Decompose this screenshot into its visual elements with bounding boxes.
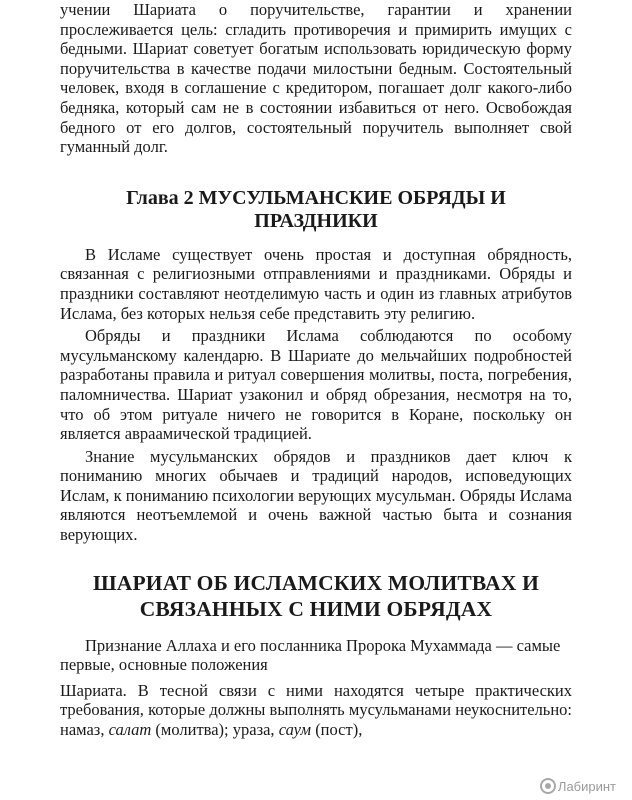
section-paragraph-2 [60,681,572,740]
book-page [60,0,572,740]
section-paragraph-2-text-b: (молитва); ураза, [151,720,279,740]
section-paragraph-1: Признание Аллаха и его посланника Пророка Мухаммада — самые первые, основные положения [60,635,561,675]
section-title-line1: ШАРИАТ ОБ ИСЛАМСКИХ МОЛИТВАХ И [92,570,540,595]
watermark [540,778,616,794]
term-saum: саум [278,720,312,740]
labirint-logo-icon [540,778,556,794]
watermark-text: Лабиринт [557,778,616,794]
chapter-paragraph-2: Обряды и праздники Ислама соблюдаются по особому мусульманскому календарю. В Шариате до мельчайших подробностей разработаны правила и ритуал совершения молитвы, поста, погребения, паломничества. Шариат узаконил и обряд обрезания, несмотря на то, что об этом ритуале ничего не говорится в Коране, поскольку он является авраамической традицией. [60,326,572,444]
chapter-title [60,187,572,233]
term-salat: салат [108,720,152,740]
section-title-line2: СВЯЗАННЫХ С НИМИ ОБРЯДАХ [139,596,493,621]
chapter-paragraph-3: Знание мусульманских обрядов и праздников дает ключ к пониманию многих обычаев и традиций народов, исповедующих Ислам, к пониманию психологии верующих мусульман. Обряды Ислама являются неотъемлемой и очень важной частью быта и сознания верующих. [60,446,572,545]
intro-paragraph: учении Шариата о поручительстве, гарантии и хранении прослеживается цель: сгладить противоречия и примирить имущих с бедными. Шариат советует богатым использовать юридическую форму поручительства в качестве подачи милостыни бедным. Состоятельный человек, входя в соглашение с кредитором, погашает долг какого-либо бедняка, который сам не в состоянии избавиться от него. Освобождая бедного от его долгов, состоятельный поручитель выполняет свой гуманный долг. [60,0,572,157]
chapter-title-line2: ПРАЗДНИКИ [254,209,378,232]
section-paragraph-2-text-a: Шариата. В тесной связи с ними находятся четыре практических требования, которые должны выполнять мусульманами неукоснительно: намаз, [60,680,572,740]
section-title [60,570,572,622]
section-paragraph-2-text-c: (пост), [311,720,363,740]
chapter-paragraph-1: В Исламе существует очень простая и доступная обрядность, связанная с религиозными отправлениями и праздниками. Обряды и праздники составляют неотделимую часть и один из главных атрибутов Ислама, без которых нельзя себе представить эту религию. [60,244,572,323]
chapter-title-line1: Глава 2 МУСУЛЬМАНСКИЕ ОБРЯДЫ И [126,186,506,209]
